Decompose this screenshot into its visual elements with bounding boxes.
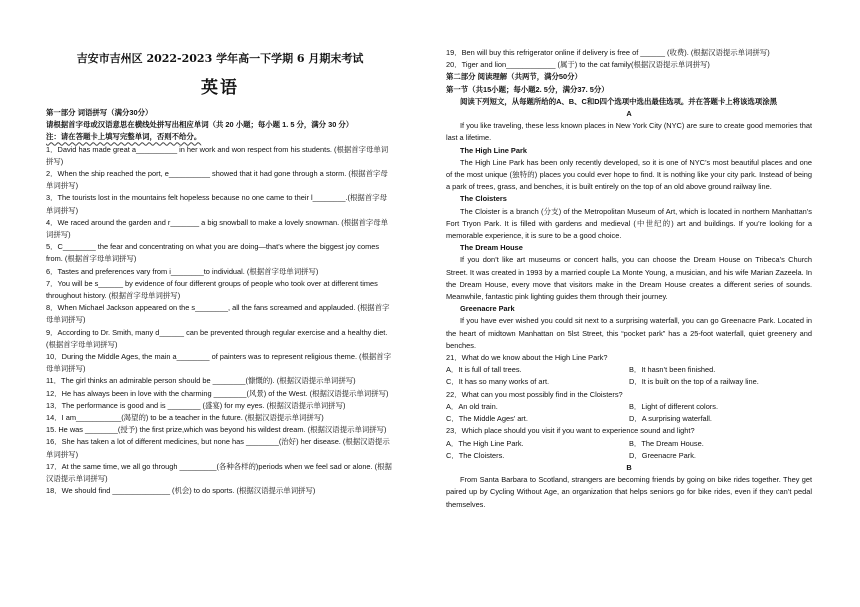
passage-a-letter: A xyxy=(626,109,632,119)
question-stem: 22．What can you most possibly find in the Cloisters? xyxy=(446,389,623,399)
question-item: 9．According to Dr. Smith, many d______ can be prevented through regular exercise and a healthy diet. (根据首字母单词拼写) xyxy=(46,327,388,349)
part1-instruction: 请根据首字母或汉语意思在横线处拼写出相应单词（共 20 小题；每小题 1. 5 分，满分 30 分） xyxy=(46,120,354,130)
section-text: If you have ever wished you could sit next to a surprising waterfall, you can go Greenacre Park. Located in the heart of midtown Manhattan on 5lst Street, this “pocket park” has a 25-foot waterfall, quiet greenery and benches. xyxy=(446,316,812,350)
right-body xyxy=(446,47,812,511)
question-item: 15. He was ________(授予) the first prize,which was beyond his wildest dream. (根据汉语提示单词拼写) xyxy=(46,425,387,435)
question-item: 20．Tiger and lion____________ (属于) to the cat family(根据汉语提示单词拼写) xyxy=(446,60,710,70)
part1-note: 注：请在答题卡上填写完整单词，否则不给分。 xyxy=(46,132,202,142)
section-title: The Dream House xyxy=(460,243,523,253)
section-title: Greenacre Park xyxy=(460,304,515,314)
question-item: 7．You will be s______ by evidence of four different groups of people who took over at different times throughout history. (根据首字母单词拼写) xyxy=(46,278,378,301)
question-item: 8．When Michael Jackson appeared on the s________, all the fans screamed and applauded. (根据首字母单词拼写) xyxy=(46,303,390,325)
question-list-continued xyxy=(446,47,812,71)
question-item: 4．We raced around the garden and r_______ a big snowball to make a lovely snowman. (根据首字母单词拼写) xyxy=(46,217,389,240)
question-item: 13．The performance is good and is ________ (盛宴) for my eyes. (根据汉语提示单词拼写) xyxy=(46,400,346,410)
option-a: A．The High Line Park. xyxy=(446,438,524,448)
question-item: 16．She has taken a lot of different medicines, but none has ________(治好) her disease. (根据汉语提示单词拼写) xyxy=(46,437,390,459)
passage-a-intro: If you like traveling, these less known places in New York City (NYC) are sure to create good memories that last a lifetime. xyxy=(446,121,812,143)
question-item: 6．Tastes and preferences vary from i________to individual. (根据首字母单词拼写) xyxy=(46,266,319,276)
option-b: B．Light of different colors. xyxy=(629,401,719,411)
question-item: 14．I am___________(渴望的) to be a teacher in the future. (根据汉语提示单词拼写) xyxy=(46,413,324,423)
option-d: D．A surprising waterfall. xyxy=(629,414,712,424)
question-item: 3．The tourists lost in the mountains felt hopeless because no one came to their l________.(根据首字母单词拼写) xyxy=(46,193,387,215)
option-b: B．It hasn’t been finished. xyxy=(629,365,716,375)
option-b: B．The Dream House. xyxy=(629,438,704,448)
exam-title: 吉安市吉州区 2022-2023 学年高一下学期 6 月期末考试 xyxy=(76,52,364,65)
right-column xyxy=(446,0,812,607)
section-text: The High Line Park has been only recently developed, so it is one of NYC’s most beautiful places and one of the most unique (独特的) places you could ever hope to find. It is nothing like your city park. Instead of being a park of trees, grass, and benches, it is built entirely on the top of an old above ground railway line. xyxy=(446,157,812,192)
option-d: D．It is built on the top of a railway line. xyxy=(629,377,759,387)
question-item: 12．He has always been in love with the charming ________(风景) of the West. (根据汉语提示单词拼写) xyxy=(46,388,389,398)
part2-instruction: 阅读下列短文，从每题所给的A、B、C和D四个选项中选出最佳选项。并在答题卡上将该选项涂黑 xyxy=(460,96,777,106)
question-item: 19．Ben will buy this refrigerator online if delivery is free of ______ (收费). (根据汉语提示单词拼写) xyxy=(446,48,770,57)
part1-heading: 第一部分 词语拼写（满分30分） xyxy=(46,108,153,117)
section-text: If you don’t like art museums or concert halls, you can choose the Dream House on Tribeca’s Church Street. It was created in 1993 by a married couple La Monte Young, a musician, and his wife Marian Zazeela. In the Dream House, every move that visitors make in the Dream House creates a different series of sounds. Meanwhile, fantastic pink lighting guides them through their journey. xyxy=(446,255,812,302)
section1-heading: 第一节（共15小题；每小题2. 5分，满分37. 5分） xyxy=(446,84,609,94)
question-item: 11．The girl thinks an admirable person should be ________(慷慨的). (根据汉语提示单词拼写) xyxy=(46,376,356,386)
question-item: 10．During the Middle Ages, the main a________ of painters was to represent religious theme. (根据首字母单词拼写) xyxy=(46,352,392,374)
section-text: The Cloister is a branch (分支) of the Metropolitan Museum of Art, which is located in northern Manhattan’s Fort Tryon Park. It is filled with gardens and medieval (中世纪的) art and buildings. If you’re looking for a memorable experience, it is sure to be a good choice. xyxy=(446,206,812,241)
passage-b-letter: B xyxy=(626,462,632,472)
section-title: The High Line Park xyxy=(460,145,527,155)
question-item: 2．When the ship reached the port, e__________ showed that it had gone through a storm. (根据首字母单词拼写) xyxy=(46,169,388,191)
option-d: D．Greenacre Park. xyxy=(629,450,696,460)
part1-section xyxy=(46,107,394,498)
option-c: C．The Cloisters. xyxy=(446,450,505,460)
question-item: 5．C________ the fear and concentrating on what you are doing—that’s where the biggest joy comes from. (根据首字母单词拼写) xyxy=(46,242,380,264)
mcq-22 xyxy=(446,389,812,426)
part2-heading: 第二部分 阅读理解（共两节，满分50分） xyxy=(446,72,582,82)
section-title: The Cloisters xyxy=(460,194,507,204)
question-list xyxy=(46,144,394,498)
option-c: C．The Middle Ages’ art. xyxy=(446,414,528,424)
left-column xyxy=(46,0,394,607)
question-item: 18．We should find ______________ (机会) to do sports. (根据汉语提示单词拼写) xyxy=(46,486,316,496)
mcq-23 xyxy=(446,425,812,462)
mcq-21 xyxy=(446,352,812,389)
option-c: C．It has so many works of art. xyxy=(446,377,550,387)
subject-title: 英语 xyxy=(201,78,239,98)
question-stem: 21．What do we know about the High Line Park? xyxy=(446,353,608,363)
option-a: A．An old train. xyxy=(446,401,498,411)
question-stem: 23．Which place should you visit if you want to experience sound and light? xyxy=(446,426,695,436)
passage-b-text: From Santa Barbara to Scotland, strangers are becoming friends by going on bike rides together. They get paired up by Cycling Without Age, an organization that helps seniors go for bike rides, even if they can’t pedal themselves. xyxy=(446,475,812,509)
question-item: 1．David has made great a__________ in her work and won respect from his students. (根据首字母单词拼写) xyxy=(46,144,389,166)
question-item: 17．At the same time, we all go through _________(各种各样的)periods when we feel sad or alone. (根据汉语提示单词拼写) xyxy=(46,461,392,484)
option-a: A．It is full of tall trees. xyxy=(446,365,522,375)
